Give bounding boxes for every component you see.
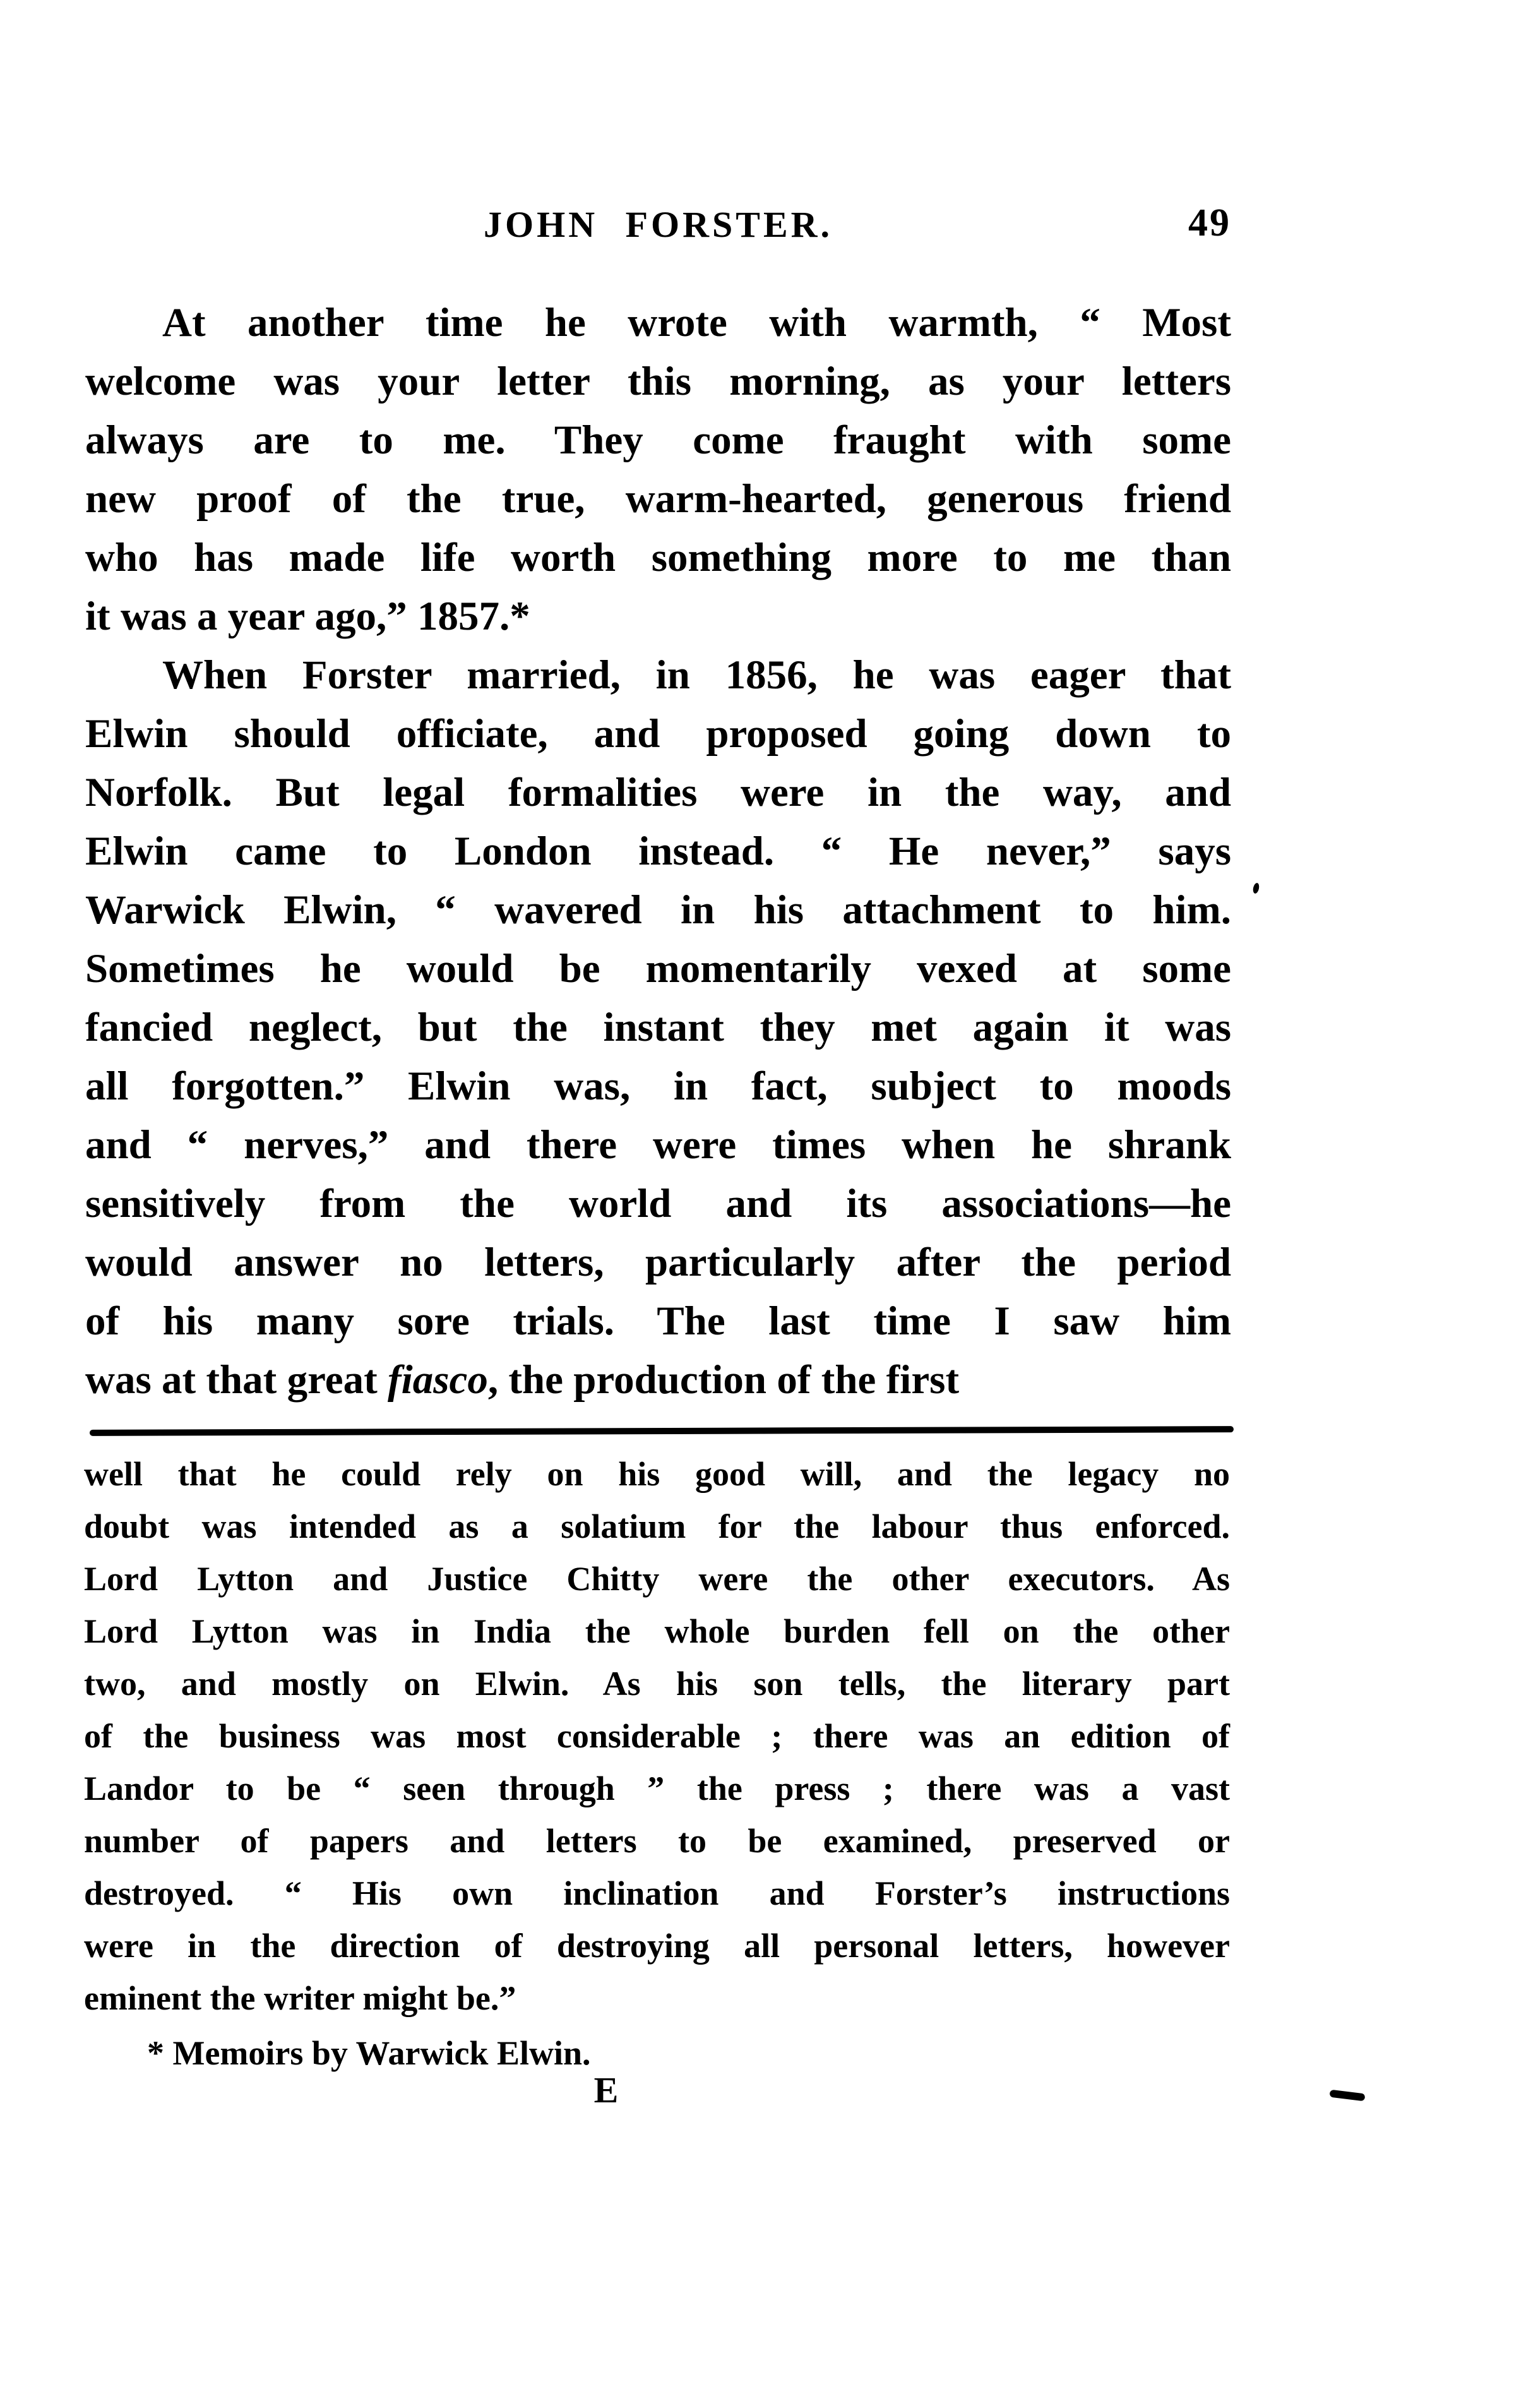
text-line: Lord Lytton and Justice Chitty were the other executors. As [84,1560,1230,1598]
text-line: always are to me. They come fraught with some [85,417,1231,463]
text-line: new proof of the true, warm-hearted, generous friend [85,476,1231,522]
main-text-block [85,294,1231,1410]
text-line: two, and mostly on Elwin. As his son tells, the literary part [84,1665,1230,1703]
text-line: was at that great fiasco, the production of the first [85,1357,960,1403]
text-line: sensitively from the world and its associations—he [85,1181,1231,1226]
page-number: 49 [1188,201,1231,244]
text-line: When Forster married, in 1856, he was eager that [162,652,1231,698]
text-line: of his many sore trials. The last time I saw him [85,1298,1231,1344]
text-line: Elwin came to London instead. “ He never,” says [85,829,1231,874]
footnote-separator-rule [90,1426,1234,1436]
footnote-citation: * Memoirs by Warwick Elwin. [147,2034,591,2072]
ink-stroke [1329,2090,1365,2102]
text-line: welcome was your letter this morning, as your letters [85,359,1231,404]
footnote-block [84,1448,1230,2025]
text-line: Elwin should officiate, and proposed going down to [85,711,1231,757]
text-line: who has made life worth something more to me than [85,535,1231,580]
text-line: fancied neglect, but the instant they met again it was [85,1005,1231,1050]
text-line: Landor to be “ seen through ” the press ; there was a vast [84,1770,1230,1807]
text-line: would answer no letters, particularly after the period [85,1240,1231,1285]
text-line: of the business was most considerable ; there was an edition of [84,1717,1230,1755]
printers-signature: E [593,2070,619,2111]
text-line: doubt was intended as a solatium for the labour thus enforced. [84,1507,1230,1545]
text-line: Warwick Elwin, “ wavered in his attachment to him. [85,887,1231,933]
text-line: eminent the writer might be.” [84,1979,516,2017]
text-line: all forgotten.” Elwin was, in fact, subject to moods [85,1063,1231,1109]
text-line: number of papers and letters to be examined, preserved or [84,1822,1230,1860]
text-line: were in the direction of destroying all personal letters, however [84,1927,1230,1965]
text-line: Sometimes he would be momentarily vexed at some [85,946,1231,991]
text-line: it was a year ago,” 1857.* [85,594,530,639]
text-line: and “ nerves,” and there were times when he shrank [85,1122,1231,1168]
running-title: JOHN FORSTER. [483,204,833,245]
text-line: Norfolk. But legal formalities were in the way, and [85,770,1231,815]
ink-speck [1252,882,1260,894]
text-line: well that he could rely on his good will, and the legacy no [84,1455,1230,1493]
text-line: At another time he wrote with warmth, “ Most [162,300,1231,345]
text-line: Lord Lytton was in India the whole burden fell on the other [84,1612,1230,1650]
italic-text: fiasco [388,1357,488,1403]
text-line: destroyed. “ His own inclination and Forster’s instructions [84,1874,1230,1912]
